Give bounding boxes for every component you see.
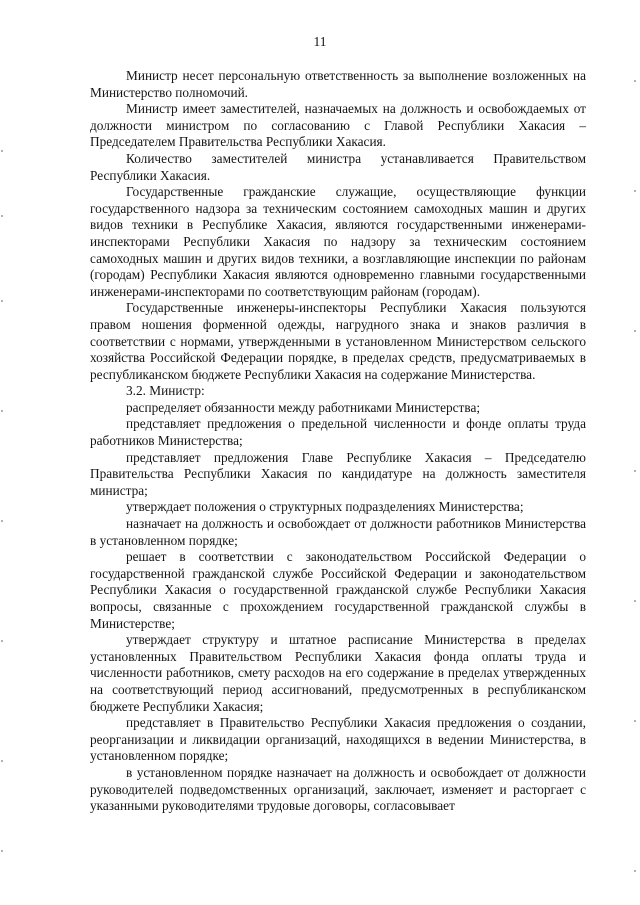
paragraph-minister-responsibility: Министр несет персональную ответственность за выполнение возложенных на Министерство полномочий.: [90, 68, 586, 100]
list-item-structure-and-staffing: утверждает структуру и штатное расписание Министерства в пределах установленных Правительством Республики Хакасия фонда оплаты труда и численности работников, смету расходов на его содержание в пределах утвержденных на соответствующий период ассигнований, предусмотренных в республиканском бюджете Республики Хакасия;: [90, 632, 586, 714]
page-number: 11: [313, 34, 327, 49]
section-heading-3-2: 3.2. Министр:: [126, 383, 205, 399]
scan-edge-marks-left: [1, 0, 5, 905]
paragraph-uniform-rights: Государственные инженеры-инспекторы Республики Хакасия пользуются правом ношения форменной одежды, нагрудного знака и знаков различия в соответствии с нормами, утвержденными в установленном Министерством сельского хозяйства Российской Федерации порядке, в пределах средств, предусматриваемых в республиканском бюджете Республики Хакасия на содержание Министерства.: [90, 300, 586, 382]
list-item-appointment-dismissal: назначает на должность и освобождает от должности работников Министерства в установленном порядке;: [90, 516, 586, 548]
scan-edge-marks-right: [634, 0, 638, 905]
list-item-civil-service-matters: решает в соответствии с законодательством Российской Федерации о государственной гражданской службе Российской Федерации и законодательством Республики Хакасия о государственной гражданской службе Республики Хакасия вопросы, связанные с прохождением государственной гражданской службы в Министерстве;: [90, 549, 586, 631]
list-item-duties-distribution: распределяет обязанности между работниками Министерства;: [126, 399, 481, 415]
paragraph-deputies-count: Количество заместителей министра устанавливается Правительством Республики Хакасия.: [90, 150, 586, 183]
list-item-heads-of-subordinate-organizations: в установленном порядке назначает на должность и освобождает от должности руководителей подведомственных организаций, заключает, изменяет и расторгает с указанными руководителями трудовые договоры, согласовывает: [90, 764, 586, 814]
list-item-organizations-proposals: представляет в Правительство Республики Хакасия предложения о создании, реорганизации и ликвидации организаций, находящихся в ведении Министерства, в установленном порядке;: [90, 715, 586, 764]
list-item-deputy-candidate-proposals: представляет предложения Главе Республике Хакасия – Председателю Правительства Республики Хакасия по кандидатуре на должность заместителя министра;: [90, 449, 586, 498]
paragraph-deputies-appointment: Министр имеет заместителей, назначаемых на должность и освобождаемых от должности министром по согласованию с Главой Республики Хакасия – Председателем Правительства Республики Хакасия.: [90, 101, 586, 150]
paragraph-state-engineers-inspectors: Государственные гражданские служащие, осуществляющие функции государственного надзора за техническим состоянием самоходных машин и других видов техники в Республике Хакасия, являются государственными инженерами-инспекторами Республики Хакасия по надзору за техническим состоянием самоходных машин и других видов техники, а возглавляющие инспекции по районам (городам) Республики Хакасия являются одновременно главными государственными инженерами-инспекторами по соответствующим районам (городам).: [90, 184, 586, 299]
list-item-staff-and-payroll-proposals: представляет предложения о предельной численности и фонде оплаты труда работников Министерства;: [90, 416, 586, 449]
list-item-structural-units-regulations: утверждает положения о структурных подразделениях Министерства;: [126, 499, 524, 515]
document-body: [90, 68, 586, 815]
